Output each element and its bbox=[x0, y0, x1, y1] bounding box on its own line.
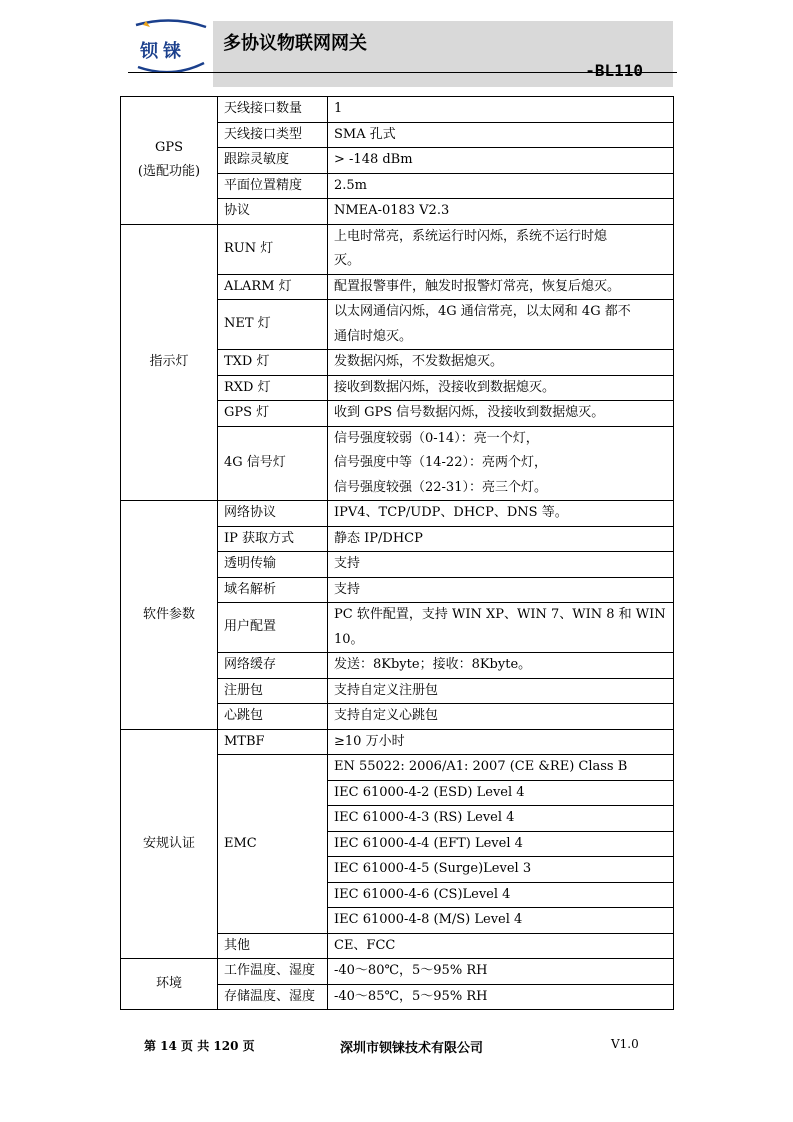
value-line: 以太网通信闪烁，4G 通信常亮，以太网和 4G 都不 bbox=[334, 304, 631, 319]
value-line: 支持自定义注册包 bbox=[334, 682, 439, 698]
value-line: 配置报警事件，触发时报警灯常亮，恢复后熄灭。 bbox=[334, 278, 621, 294]
parameter-label: 心跳包 bbox=[218, 704, 328, 730]
parameter-label: 网络协议 bbox=[218, 501, 328, 527]
parameter-label: 天线接口类型 bbox=[218, 122, 328, 148]
value-line: 1 bbox=[334, 101, 343, 116]
parameter-value bbox=[328, 148, 674, 174]
parameter-label: GPS 灯 bbox=[218, 401, 328, 427]
value-line: IEC 61000-4-3 (RS) Level 4 bbox=[334, 810, 515, 825]
category-cell bbox=[121, 959, 218, 1010]
value-line: 支持 bbox=[334, 556, 361, 571]
value-line: IEC 61000-4-2 (ESD) Level 4 bbox=[334, 784, 525, 800]
parameter-value bbox=[328, 526, 674, 552]
parameter-value bbox=[328, 401, 674, 427]
value-line: IEC 61000-4-6 (CS)Level 4 bbox=[334, 886, 511, 902]
value-line: IEC 61000-4-8 (M/S) Level 4 bbox=[334, 912, 523, 927]
parameter-label: 4G 信号灯 bbox=[218, 426, 328, 501]
parameter-value bbox=[328, 603, 674, 653]
value-line: 发送：8Kbyte；接收：8Kbyte。 bbox=[334, 657, 532, 672]
value-line: -40～85℃，5～95% RH bbox=[334, 988, 488, 1004]
parameter-value bbox=[328, 350, 674, 376]
parameter-label: 透明传输 bbox=[218, 552, 328, 578]
parameter-label: 网络缓存 bbox=[218, 653, 328, 679]
category-cell bbox=[121, 729, 218, 959]
parameter-label: 域名解析 bbox=[218, 577, 328, 603]
footer-version: V1.0 bbox=[611, 1037, 639, 1051]
value-line: IPV4、TCP/UDP、DHCP、DNS 等。 bbox=[334, 505, 568, 520]
value-line: 支持自定义心跳包 bbox=[334, 708, 439, 723]
parameter-value bbox=[328, 224, 674, 274]
table-row bbox=[121, 729, 674, 755]
value-line: 信号强度较弱（0-14）：亮一个灯， bbox=[334, 430, 539, 446]
value-line: 接收到数据闪烁，没接收到数据熄灭。 bbox=[334, 379, 556, 395]
category-cell bbox=[121, 97, 218, 225]
parameter-value bbox=[328, 780, 674, 806]
table-row bbox=[121, 97, 674, 123]
value-line: 收到 GPS 信号数据闪烁，没接收到数据熄灭。 bbox=[334, 405, 605, 420]
parameter-value bbox=[328, 97, 674, 123]
value-line: 2.5m bbox=[334, 177, 368, 193]
parameter-value bbox=[328, 552, 674, 578]
parameter-value bbox=[328, 704, 674, 730]
parameter-label: IP 获取方式 bbox=[218, 526, 328, 552]
header-divider bbox=[128, 72, 677, 73]
category-label: 安规认证 bbox=[142, 835, 195, 851]
parameter-value bbox=[328, 375, 674, 401]
parameter-value bbox=[328, 882, 674, 908]
parameter-value bbox=[328, 933, 674, 959]
value-line: SMA 孔式 bbox=[334, 126, 396, 142]
value-line: 通信时熄灭。 bbox=[334, 328, 413, 344]
parameter-value bbox=[328, 426, 674, 501]
document-title: 多协议物联网网关 bbox=[223, 33, 367, 54]
parameter-value bbox=[328, 300, 674, 350]
parameter-label: MTBF bbox=[218, 729, 328, 755]
value-line: IEC 61000-4-5 (Surge)Level 3 bbox=[334, 861, 532, 876]
value-line: 发数据闪烁，不发数据熄灭。 bbox=[334, 354, 504, 369]
category-label: 指示灯 bbox=[149, 354, 189, 369]
parameter-value bbox=[328, 755, 674, 781]
parameter-label: 用户配置 bbox=[218, 603, 328, 653]
value-line: 上电时常亮，系统运行时闪烁，系统不运行时熄 bbox=[334, 228, 608, 244]
footer-company: 深圳市钡铼技术有限公司 bbox=[340, 1041, 484, 1056]
category-label: 软件参数 bbox=[142, 606, 195, 622]
parameter-value bbox=[328, 274, 674, 300]
parameter-value bbox=[328, 908, 674, 934]
value-line: 灭。 bbox=[334, 253, 361, 268]
parameter-label: ALARM 灯 bbox=[218, 274, 328, 300]
title-band bbox=[213, 21, 673, 87]
value-line: PC 软件配置，支持 WIN XP、WIN 7、WIN 8 和 WIN bbox=[334, 607, 666, 622]
parameter-label: RUN 灯 bbox=[218, 224, 328, 274]
table-row bbox=[121, 501, 674, 527]
parameter-label: 注册包 bbox=[218, 678, 328, 704]
value-line: EN 55022: 2006/A1: 2007 (CE &RE) Class B bbox=[334, 759, 628, 774]
parameter-value bbox=[328, 959, 674, 985]
parameter-value bbox=[328, 678, 674, 704]
value-line: > -148 dBm bbox=[334, 152, 413, 167]
value-line: 静态 IP/DHCP bbox=[334, 530, 423, 546]
page-number: 第 14 页 共 120 页 bbox=[144, 1039, 255, 1053]
category-cell bbox=[121, 501, 218, 730]
parameter-value bbox=[328, 729, 674, 755]
company-logo bbox=[132, 17, 210, 73]
category-label: (选配功能) bbox=[137, 164, 201, 180]
value-line: -40～80℃，5～95% RH bbox=[334, 963, 488, 978]
parameter-label: EMC bbox=[218, 755, 328, 934]
parameter-label: 其他 bbox=[218, 933, 328, 959]
parameter-label: 跟踪灵敏度 bbox=[218, 148, 328, 174]
parameter-label: 平面位置精度 bbox=[218, 173, 328, 199]
table-row bbox=[121, 224, 674, 274]
value-line: 10。 bbox=[334, 631, 364, 647]
parameter-value bbox=[328, 122, 674, 148]
value-line: 信号强度较强（22-31）：亮三个灯。 bbox=[334, 479, 547, 495]
value-line: NMEA-0183 V2.3 bbox=[334, 203, 450, 218]
spec-table bbox=[120, 96, 674, 1010]
category-cell bbox=[121, 224, 218, 501]
parameter-label: 存储温度、湿度 bbox=[218, 984, 328, 1010]
parameter-label: NET 灯 bbox=[218, 300, 328, 350]
value-line: 支持 bbox=[334, 581, 361, 597]
category-label: 环境 bbox=[155, 975, 182, 991]
table-row bbox=[121, 959, 674, 985]
parameter-label: RXD 灯 bbox=[218, 375, 328, 401]
parameter-value bbox=[328, 653, 674, 679]
parameter-value bbox=[328, 173, 674, 199]
parameter-value bbox=[328, 501, 674, 527]
parameter-value bbox=[328, 577, 674, 603]
category-label: GPS bbox=[154, 139, 184, 155]
value-line: IEC 61000-4-4 (EFT) Level 4 bbox=[334, 835, 523, 851]
parameter-label: TXD 灯 bbox=[218, 350, 328, 376]
value-line: CE、FCC bbox=[334, 937, 396, 953]
parameter-value bbox=[328, 984, 674, 1010]
parameter-value bbox=[328, 806, 674, 832]
parameter-label: 协议 bbox=[218, 199, 328, 225]
parameter-value bbox=[328, 831, 674, 857]
parameter-value bbox=[328, 857, 674, 883]
value-line: ≥10 万小时 bbox=[334, 733, 405, 749]
parameter-value bbox=[328, 199, 674, 225]
parameter-label: 天线接口数量 bbox=[218, 97, 328, 123]
logo-text: 钡铼 bbox=[140, 41, 186, 62]
parameter-label: 工作温度、湿度 bbox=[218, 959, 328, 985]
model-number: -BL110 bbox=[585, 61, 643, 80]
value-line: 信号强度中等（14-22）：亮两个灯， bbox=[334, 455, 547, 470]
